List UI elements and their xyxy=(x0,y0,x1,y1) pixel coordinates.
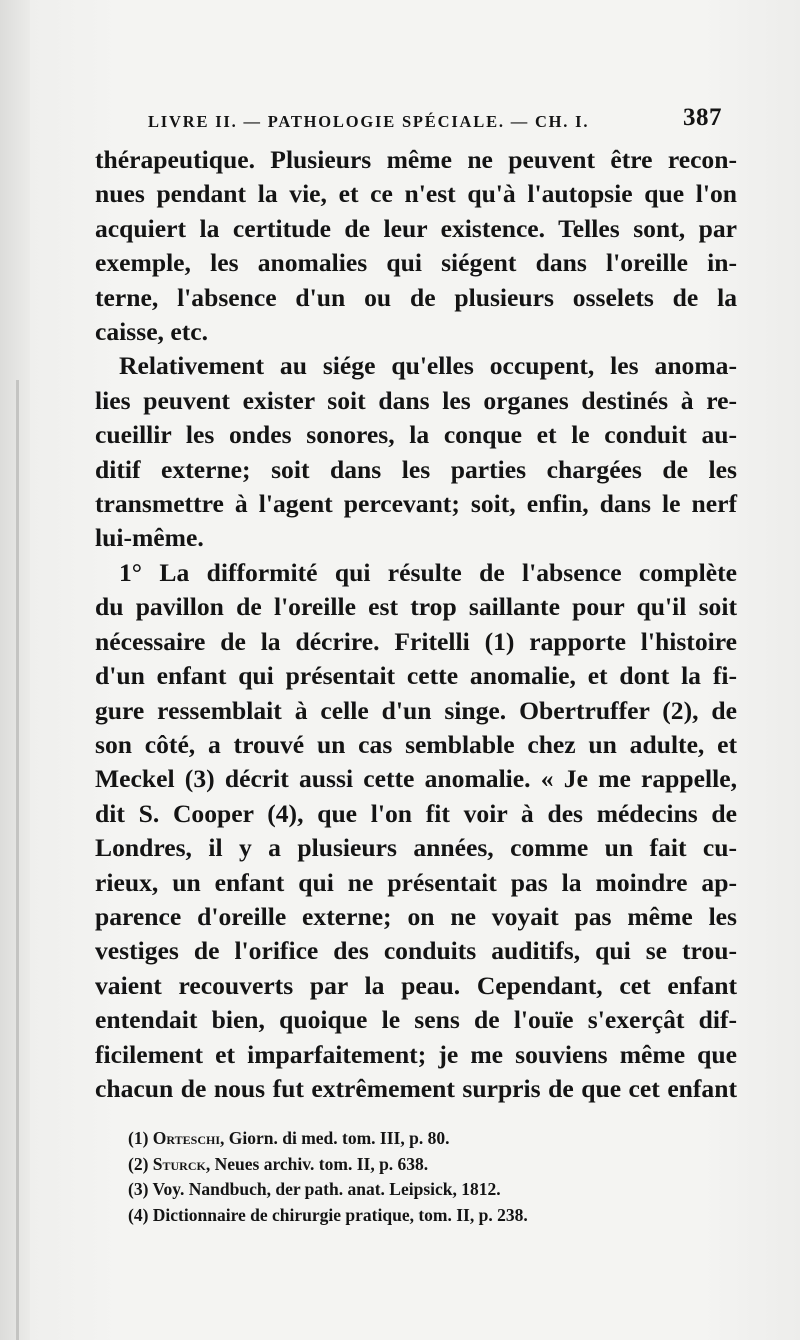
footnotes xyxy=(128,1126,688,1228)
body-line: transmettre à l'agent percevant; soit, enfin, dans le nerf xyxy=(95,489,737,519)
body-line: nécessaire de la décrire. Fritelli (1) rapporte l'histoire xyxy=(95,626,737,656)
page-spine-shadow xyxy=(0,0,30,1340)
footnote-number: (4) xyxy=(128,1204,149,1225)
body-line: ditif externe; soit dans les parties chargées de les xyxy=(95,454,737,484)
footnote xyxy=(128,1203,688,1229)
footnote-number: (3) xyxy=(128,1179,149,1199)
body-line: chacun de nous fut extrêmement surpris de que cet enfant xyxy=(95,1073,737,1103)
body-line: lui-même. xyxy=(95,523,204,553)
body-line: vaient recouverts par la peau. Cependant, cet enfant xyxy=(95,970,737,1000)
footnote-number: (1) xyxy=(128,1128,149,1148)
footnote-text: , Neues archiv. tom. II, p. 638. xyxy=(205,1153,429,1174)
body-line: d'un enfant qui présentait cette anomalie, et dont la fi- xyxy=(95,661,737,691)
margin-line xyxy=(16,380,19,1340)
body-line: lies peuvent exister soit dans les organes destinés à re- xyxy=(95,385,737,415)
body-line: vestiges de l'orifice des conduits auditifs, qui se trou- xyxy=(95,936,737,966)
body-line: entendait bien, quoique le sens de l'ouïe s'exerçât dif- xyxy=(95,1005,737,1035)
body-line: gure ressemblait à celle d'un singe. Obertruffer (2), de xyxy=(95,695,737,725)
body-text xyxy=(95,143,737,1106)
body-line: rieux, un enfant qui ne présentait pas la moindre ap- xyxy=(95,867,737,897)
footnote-number: (2) xyxy=(128,1153,149,1174)
footnote xyxy=(128,1152,688,1178)
body-line: ficilement et imparfaitement; je me souviens même que xyxy=(95,1039,737,1069)
body-line: nues pendant la vie, et ce n'est qu'à l'autopsie que l'on xyxy=(95,179,737,209)
body-line: du pavillon de l'oreille est trop saillante pour qu'il soit xyxy=(95,592,737,622)
body-line: Relativement au siége qu'elles occupent, les anoma- xyxy=(119,351,737,381)
footnote-text: Dictionnaire de chirurgie pratique, tom. II, p. 238. xyxy=(152,1204,528,1225)
body-line: exemple, les anomalies qui siégent dans l'oreille in- xyxy=(95,248,737,278)
body-line: 1° La difformité qui résulte de l'absence complète xyxy=(119,557,737,587)
body-line: cueillir les ondes sonores, la conque et le conduit au- xyxy=(95,420,737,450)
footnote-author: Orteschi xyxy=(152,1128,220,1148)
footnote xyxy=(128,1177,688,1203)
footnote-author: Sturck xyxy=(152,1153,206,1174)
page-number: 387 xyxy=(683,104,722,131)
body-line: son côté, a trouvé un cas semblable chez un adulte, et xyxy=(95,729,737,759)
footnote-text: , Giorn. di med. tom. III, p. 80. xyxy=(220,1128,450,1148)
body-line: thérapeutique. Plusieurs même ne peuvent être recon- xyxy=(95,145,737,174)
body-line: parence d'oreille externe; on ne voyait pas même les xyxy=(95,901,737,931)
footnote-text: Voy. Nandbuch, der path. anat. Leipsick, 1812. xyxy=(152,1179,501,1199)
page-header xyxy=(148,100,722,132)
body-line: acquiert la certitude de leur existence. Telles sont, par xyxy=(95,213,737,243)
body-line: Londres, il y a plusieurs années, comme un fait cu- xyxy=(95,833,737,863)
body-line: caisse, etc. xyxy=(95,317,208,347)
body-line: terne, l'absence d'un ou de plusieurs osselets de la xyxy=(95,282,737,312)
body-line: Meckel (3) décrit aussi cette anomalie. « Je me rappelle, xyxy=(95,764,737,794)
running-head: LIVRE II. — PATHOLOGIE SPÉCIALE. — CH. I. xyxy=(148,112,590,131)
footnote xyxy=(128,1126,688,1152)
body-line: dit S. Cooper (4), que l'on fit voir à des médecins de xyxy=(95,798,737,828)
